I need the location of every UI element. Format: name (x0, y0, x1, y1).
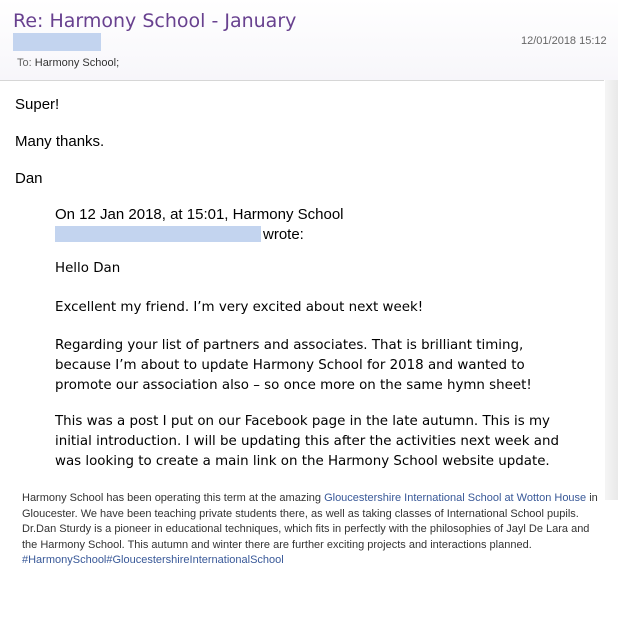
to-label: To: (17, 57, 32, 69)
reply-line-super: Super! (15, 96, 60, 113)
facebook-post-excerpt (22, 491, 600, 569)
quote-paragraph-3-line: was looking to create a main link on the Harmony School website update. (55, 454, 550, 469)
quote-paragraph-3-line: initial introduction. I will be updating this after the activities next week and (55, 434, 559, 449)
quote-attribution-line2 (55, 225, 344, 245)
quote-paragraph-2-line: Regarding your list of partners and associates. That is brilliant timing, (55, 338, 524, 353)
email-header (0, 0, 618, 80)
email-subject: Re: Harmony School - January (13, 10, 297, 32)
quote-paragraph-1: Excellent my friend. I’m very excited about next week! (55, 300, 424, 315)
scroll-edge (605, 80, 618, 500)
post-text: Harmony School has been operating this term at the amazing (22, 492, 325, 504)
hashtag-link[interactable]: #GloucestershireInternationalSchool (106, 554, 284, 566)
reply-line-thanks: Many thanks. (15, 133, 105, 150)
quote-paragraph-2-line: because I’m about to update Harmony School for 2018 and wanted to (55, 358, 525, 373)
quote-paragraph-3 (55, 412, 559, 472)
hashtag-link[interactable]: #HarmonySchool (22, 554, 107, 566)
post-text: in Gloucester. We have been teaching private students there, as well as taking classes of International School pupils. Dr.Dan Sturdy is a pioneer in educational techniques, which fits in perfectly with the philosophies of Jayl De Lara and the Harmony School. This autumn and winter there are further exciting projects and interactions planned. (22, 492, 598, 551)
email-redacted (55, 226, 261, 242)
email-date: 12/01/2018 15:12 (521, 35, 607, 47)
quote-paragraph-3-line: This was a post I put on our Facebook page in the late autumn. This is my (55, 414, 550, 429)
quote-greeting: Hello Dan (55, 261, 121, 276)
quote-paragraph-2 (55, 336, 532, 396)
reply-line-signature: Dan (15, 170, 43, 187)
quote-paragraph-2-line: promote our association also – so once more on the same hymn sheet! (55, 378, 532, 393)
header-divider (0, 80, 604, 81)
sender-redacted (13, 33, 101, 51)
quoted-header (55, 205, 344, 245)
quote-wrote: wrote: (263, 226, 304, 243)
recipient-name[interactable]: Harmony School; (34, 57, 120, 69)
recipient-line (17, 57, 119, 69)
quote-attribution: On 12 Jan 2018, at 15:01, Harmony School (55, 206, 344, 223)
school-link[interactable]: Gloucestershire International School at Wotton House (324, 492, 587, 504)
